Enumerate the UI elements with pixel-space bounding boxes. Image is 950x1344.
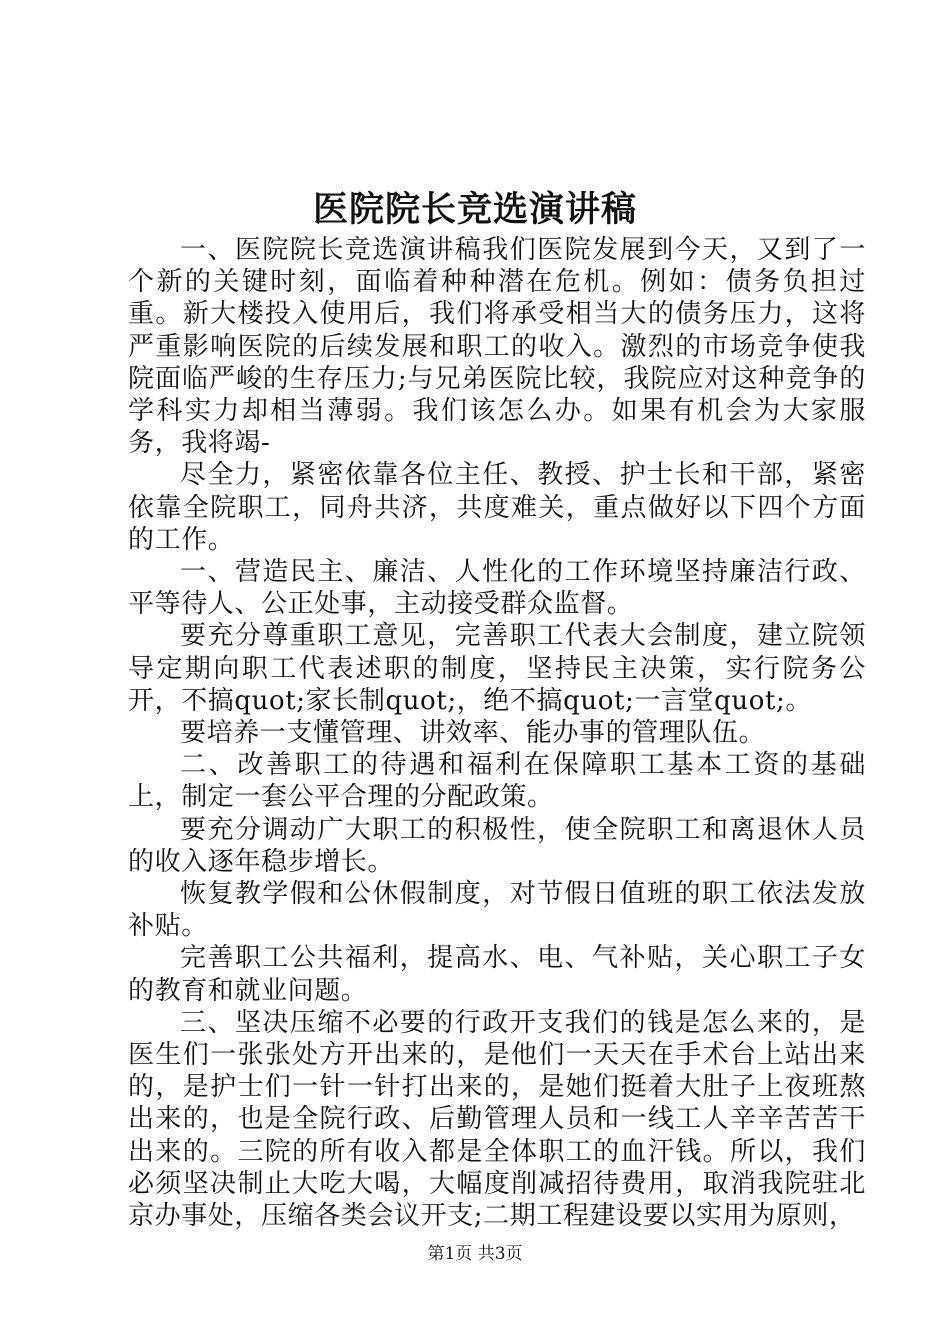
paragraph: 三、坚决压缩不必要的行政开支我们的钱是怎么来的，是医生们一张张处方开出来的，是他们一天天在手术台上站出来的，是护士们一针一针打出来的，是她们挺着大肚子上夜班熬出来的，也是全院行政、后勤管理人员和一线工人辛辛苦苦干出来的。三院的所有收入都是全体职工的血汗钱。所以，我们必须坚决制止大吃大喝，大幅度削减招待费用，取消我院驻北京办事处，压缩各类会议开支;二期工程建设要以实用为原则， [128, 1007, 866, 1232]
page-number-footer: 第1页 共3页 [427, 1244, 523, 1264]
document-body [128, 234, 866, 1232]
document-title: 医院院长竞选演讲稿 [312, 189, 637, 230]
paragraph: 一、营造民主、廉洁、人性化的工作环境坚持廉洁行政、平等待人、公正处事，主动接受群众监督。 [128, 557, 866, 620]
paragraph: 要充分调动广大职工的积极性，使全院职工和离退休人员的收入逐年稳步增长。 [128, 814, 866, 877]
paragraph: 尽全力，紧密依靠各位主任、教授、护士长和干部，紧密依靠全院职工，同舟共济，共度难关，重点做好以下四个方面的工作。 [128, 460, 866, 555]
paragraph: 完善职工公共福利，提高水、电、气补贴，关心职工子女的教育和就业问题。 [128, 943, 866, 1006]
paragraph: 恢复教学假和公休假制度，对节假日值班的职工依法发放补贴。 [128, 879, 866, 942]
paragraph: 一、医院院长竞选演讲稿我们医院发展到今天，又到了一个新的关键时刻，面临着种种潜在危机。例如：债务负担过重。新大楼投入使用后，我们将承受相当大的债务压力，这将严重影响医院的后续发展和职工的收入。激烈的市场竞争使我院面临严峻的生存压力;与兄弟医院比较，我院应对这种竞争的学科实力却相当薄弱。我们该怎么办。如果有机会为大家服务，我将竭- [128, 235, 866, 459]
paragraph: 要培养一支懂管理、讲效率、能办事的管理队伍。 [180, 718, 766, 749]
paragraph: 二、改善职工的待遇和福利在保障职工基本工资的基础上，制定一套公平合理的分配政策。 [128, 750, 866, 813]
paragraph: 要充分尊重职工意见，完善职工代表大会制度，建立院领导定期向职工代表述职的制度，坚持民主决策，实行院务公开，不搞quot;家长制quot;，绝不搞quot;一言堂quot;。 [128, 621, 866, 716]
